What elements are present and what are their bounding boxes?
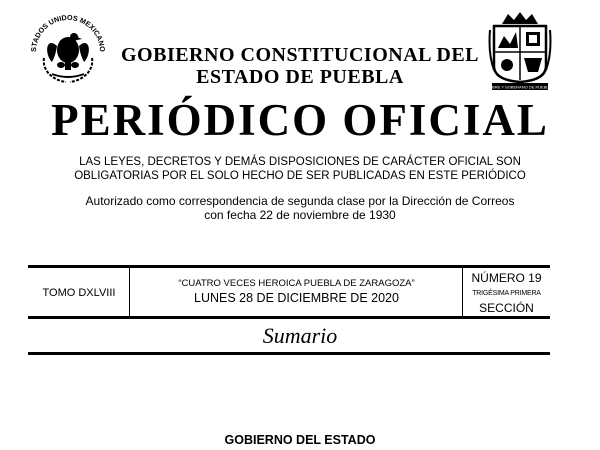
volume-label: TOMO DXLVIII [42, 287, 116, 299]
government-line-1: GOBIERNO CONSTITUCIONAL DEL [120, 44, 480, 66]
seal-left-caption: STADOS UNIDOS MEXICANO [28, 12, 108, 53]
legal-notice-line-1: LAS LEYES, DECRETOS Y DEMÁS DISPOSICIONES DE CARÁCTER OFICIAL SON [79, 156, 521, 168]
city-date-cell [130, 268, 463, 316]
city-motto: “CUATRO VECES HEROICA PUEBLA DE ZARAGOZA” [178, 278, 415, 289]
section-label: SECCIÓN [479, 301, 534, 315]
postal-authorization-line-1: Autorizado como correspondencia de segunda clase por la Dirección de Correos [85, 194, 515, 208]
summary-heading: Sumario [262, 323, 338, 348]
government-line-2: ESTADO DE PUEBLA [196, 66, 404, 88]
issue-number: NÚMERO 19 [471, 271, 542, 285]
issue-date: LUNES 28 DE DICIEMBRE DE 2020 [194, 291, 399, 305]
seal-right-caption: LIBRE Y SOBERANO DE PUEBLA [488, 84, 552, 90]
summary-divider [28, 352, 550, 355]
masthead-info-box [28, 265, 550, 319]
section-ordinal: TRIGÉSIMA PRIMERA [472, 290, 541, 297]
issue-number-cell [463, 268, 550, 316]
volume-cell [28, 268, 130, 316]
legal-notice-line-2: OBLIGATORIAS POR EL SOLO HECHO DE SER PUBLICADAS EN ESTE PERIÓDICO [74, 170, 526, 182]
newspaper-title: PERIÓDICO OFICIAL [51, 95, 549, 145]
section-heading-state-government: GOBIERNO DEL ESTADO [224, 433, 376, 447]
postal-authorization-line-2: con fecha 22 de noviembre de 1930 [204, 208, 396, 222]
